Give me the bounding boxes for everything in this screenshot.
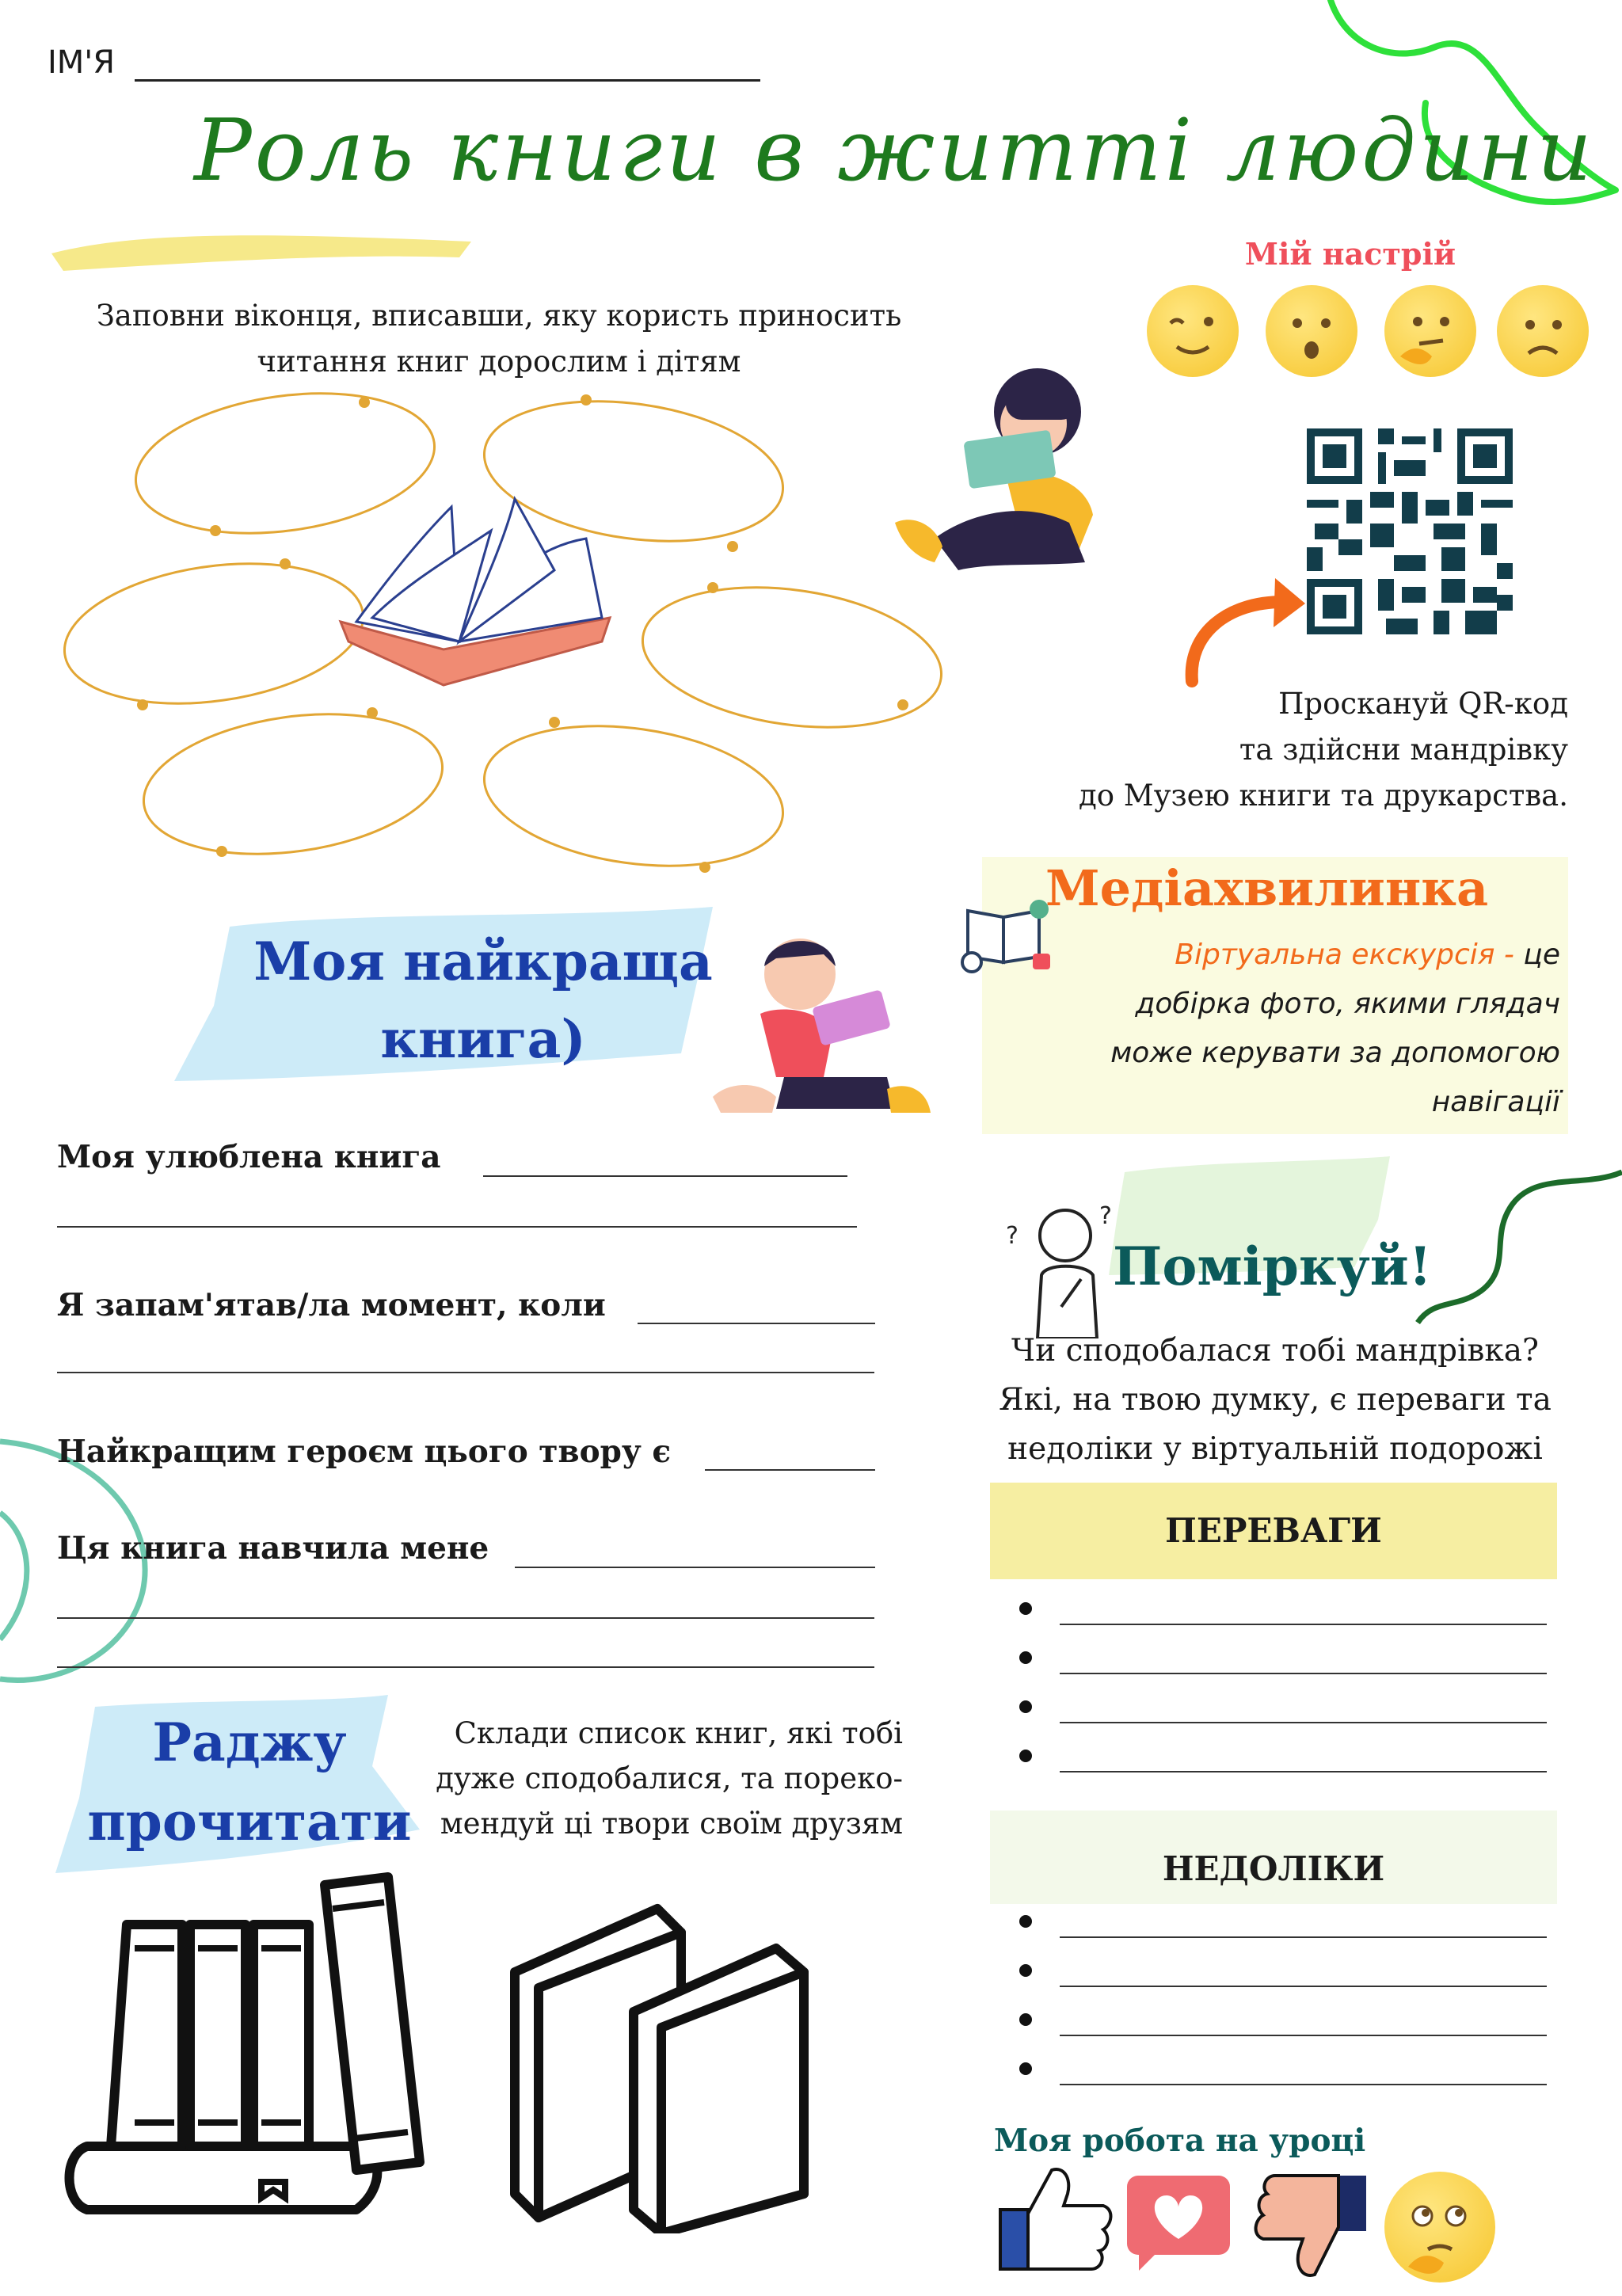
heart-bubble-icon[interactable] xyxy=(1123,2172,1234,2275)
pros-title: ПЕРЕВАГИ xyxy=(1165,1511,1382,1550)
thinking-emoji-icon[interactable] xyxy=(1384,2172,1495,2283)
cons-bullet-4 xyxy=(1019,2062,1032,2075)
oval-3 xyxy=(55,546,372,721)
cons-field-1[interactable] xyxy=(1060,1936,1547,1938)
media-minute-title: Медіахвилинка xyxy=(1045,859,1489,917)
open-book-icon xyxy=(341,499,610,685)
pros-field-2[interactable] xyxy=(1060,1673,1547,1674)
cons-header xyxy=(990,1811,1557,1904)
reading-girl-illustration xyxy=(887,356,1140,586)
media-minute-text xyxy=(1045,931,1560,1127)
cons-bullet-3 xyxy=(1019,2013,1032,2026)
qr-code[interactable] xyxy=(1307,428,1513,635)
book-taught-label: Ця книга навчила мене xyxy=(57,1530,489,1567)
media-text-3: може керувати за допомогою xyxy=(1110,1037,1560,1069)
svg-text:?: ? xyxy=(1006,1222,1019,1250)
intro-text xyxy=(63,293,935,385)
cons-bullet-2 xyxy=(1019,1964,1032,1977)
best-hero-field[interactable] xyxy=(705,1469,875,1471)
favorite-book-field-2[interactable] xyxy=(57,1226,857,1228)
oval-4 xyxy=(634,569,950,744)
oval-6 xyxy=(475,708,792,883)
lesson-work-title: Моя робота на уроці xyxy=(994,2123,1366,2159)
think-line-1: Чи сподобалася тобі мандрівка? xyxy=(1011,1333,1539,1369)
think-title: Поміркуй! xyxy=(1113,1236,1432,1297)
qr-line-3: до Музею книги та друкарства. xyxy=(1078,779,1568,813)
best-hero-label: Найкращим героєм цього твору є xyxy=(57,1434,672,1470)
green-squiggle-right xyxy=(1410,1140,1622,1331)
recommend-title xyxy=(75,1703,424,1861)
pros-bullet-2 xyxy=(1019,1651,1032,1664)
qr-line-2: та здійсни мандрівку xyxy=(1239,733,1568,767)
name-field[interactable] xyxy=(135,79,760,82)
book-taught-field-2[interactable] xyxy=(57,1617,874,1619)
intro-line-2: читання книг дорослим і дітям xyxy=(257,345,741,379)
pros-field-4[interactable] xyxy=(1060,1771,1547,1772)
pros-header xyxy=(990,1483,1557,1579)
media-text-4: навігації xyxy=(1431,1086,1560,1118)
remembered-moment-label: Я запам'ятав/ла момент, коли xyxy=(57,1287,606,1323)
book-taught-field-3[interactable] xyxy=(57,1666,874,1668)
remembered-moment-field-2[interactable] xyxy=(57,1372,874,1373)
surprised-face-icon[interactable] xyxy=(1266,285,1357,377)
recommend-line-3: мендуй ці твори своїм друзям xyxy=(440,1807,903,1841)
pros-bullet-1 xyxy=(1019,1602,1032,1615)
mood-title: Мій настрій xyxy=(1244,236,1456,272)
name-label: ІМ'Я xyxy=(48,44,116,81)
cons-field-4[interactable] xyxy=(1060,2084,1547,2085)
winking-face-icon[interactable] xyxy=(1147,285,1239,377)
thinking-face-icon[interactable] xyxy=(1384,285,1476,377)
best-book-title-line-2: книга) xyxy=(380,1008,586,1070)
remembered-moment-field[interactable] xyxy=(638,1323,875,1324)
media-term: Віртуальна екскурсія - xyxy=(1175,939,1524,971)
qr-instructions xyxy=(1030,681,1568,819)
pros-field-3[interactable] xyxy=(1060,1722,1547,1723)
recommend-title-line-1: Раджу xyxy=(152,1712,347,1773)
stacked-books-icon xyxy=(55,1861,467,2233)
sad-face-icon[interactable] xyxy=(1497,285,1589,377)
oval-5 xyxy=(135,696,451,871)
cons-title: НЕДОЛІКИ xyxy=(1162,1849,1385,1888)
page-title: Роль книги в житті людини xyxy=(194,101,1595,200)
reading-boy-illustration xyxy=(705,919,942,1125)
think-line-3: недоліки у віртуальній подорожі xyxy=(1007,1431,1543,1467)
recommend-title-line-2: прочитати xyxy=(87,1791,412,1852)
pros-bullet-4 xyxy=(1019,1750,1032,1762)
qr-line-1: Проскануй QR-код xyxy=(1278,687,1568,721)
oval-1 xyxy=(127,380,444,551)
cons-bullet-1 xyxy=(1019,1915,1032,1928)
think-line-2: Які, на твою думку, є переваги та xyxy=(999,1382,1552,1418)
media-text-1: це xyxy=(1523,939,1560,971)
media-text-2: добірка фото, якими глядач xyxy=(1135,988,1560,1020)
best-book-title-line-1: Моя найкраща xyxy=(253,931,713,992)
cons-field-2[interactable] xyxy=(1060,1986,1547,1987)
orange-arrow-icon xyxy=(1180,570,1307,689)
favorite-book-field[interactable] xyxy=(483,1175,847,1177)
think-question xyxy=(982,1327,1568,1474)
thinking-man-icon xyxy=(1006,1188,1125,1338)
media-books-icon xyxy=(960,895,1055,974)
book-taught-field[interactable] xyxy=(515,1567,875,1568)
closed-books-icon xyxy=(499,1893,832,2233)
thumbs-down-icon[interactable] xyxy=(1251,2172,1370,2283)
yellow-brush-stroke xyxy=(48,222,475,277)
intro-line-1: Заповни віконця, вписавши, яку користь приносить xyxy=(96,299,902,333)
thumbs-up-icon[interactable] xyxy=(996,2162,1115,2273)
cons-field-3[interactable] xyxy=(1060,2035,1547,2036)
pros-field-1[interactable] xyxy=(1060,1624,1547,1625)
benefit-ovals xyxy=(48,380,950,887)
best-book-title xyxy=(238,923,729,1078)
svg-text:?: ? xyxy=(1099,1202,1112,1230)
recommend-instructions xyxy=(428,1711,903,1846)
pros-bullet-3 xyxy=(1019,1700,1032,1713)
recommend-line-1: Склади список книг, які тобі xyxy=(454,1716,903,1750)
recommend-line-2: дуже сподобалися, та пореко- xyxy=(436,1761,903,1795)
favorite-book-label: Моя улюблена книга xyxy=(57,1139,441,1175)
